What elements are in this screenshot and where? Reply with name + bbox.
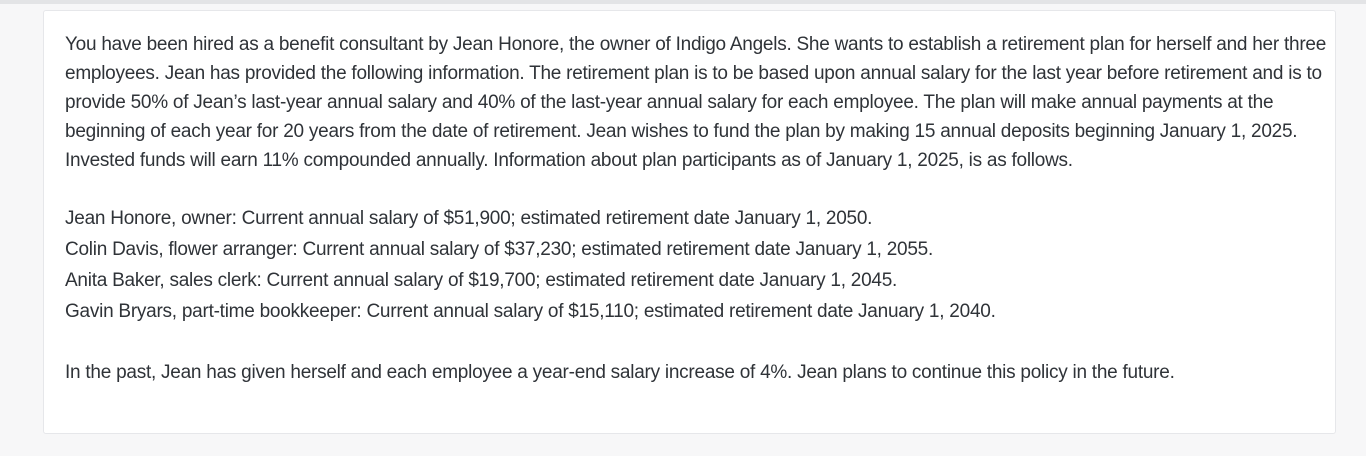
salary-policy-paragraph: In the past, Jean has given herself and each employee a year-end salary increase of 4%. Jean plans to continue this policy in the future.	[65, 362, 1175, 383]
participant-list	[65, 203, 1327, 327]
participant-gavin-bryars: Gavin Bryars, part-time bookkeeper: Current annual salary of $15,110; estimated retirement date January 1, 2040.	[65, 301, 996, 322]
participant-jean-honore: Jean Honore, owner: Current annual salary of $51,900; estimated retirement date January 1, 2050.	[65, 208, 873, 229]
intro-paragraph: You have been hired as a benefit consultant by Jean Honore, the owner of Indigo Angels. She wants to establish a retirement plan for herself and her three employees. Jean has provided the following information. The retirement plan is to be based upon annual salary for the last year before retirement and is to provide 50% of Jean’s last-year annual salary and 40% of the last-year annual salary for each employee. The plan will make annual payments at the beginning of each year for 20 years from the date of retirement. Jean wishes to fund the plan by making 15 annual deposits beginning January 1, 2025. Invested funds will earn 11% compounded annually. Information about plan participants as of January 1, 2025, is as follows.	[65, 34, 1327, 171]
question-card	[43, 10, 1336, 434]
participant-colin-davis: Colin Davis, flower arranger: Current annual salary of $37,230; estimated retirement date January 1, 2055.	[65, 239, 934, 260]
question-content	[65, 30, 1327, 387]
participant-anita-baker: Anita Baker, sales clerk: Current annual salary of $19,700; estimated retirement date January 1, 2045.	[65, 270, 898, 291]
top-divider	[0, 0, 1366, 4]
